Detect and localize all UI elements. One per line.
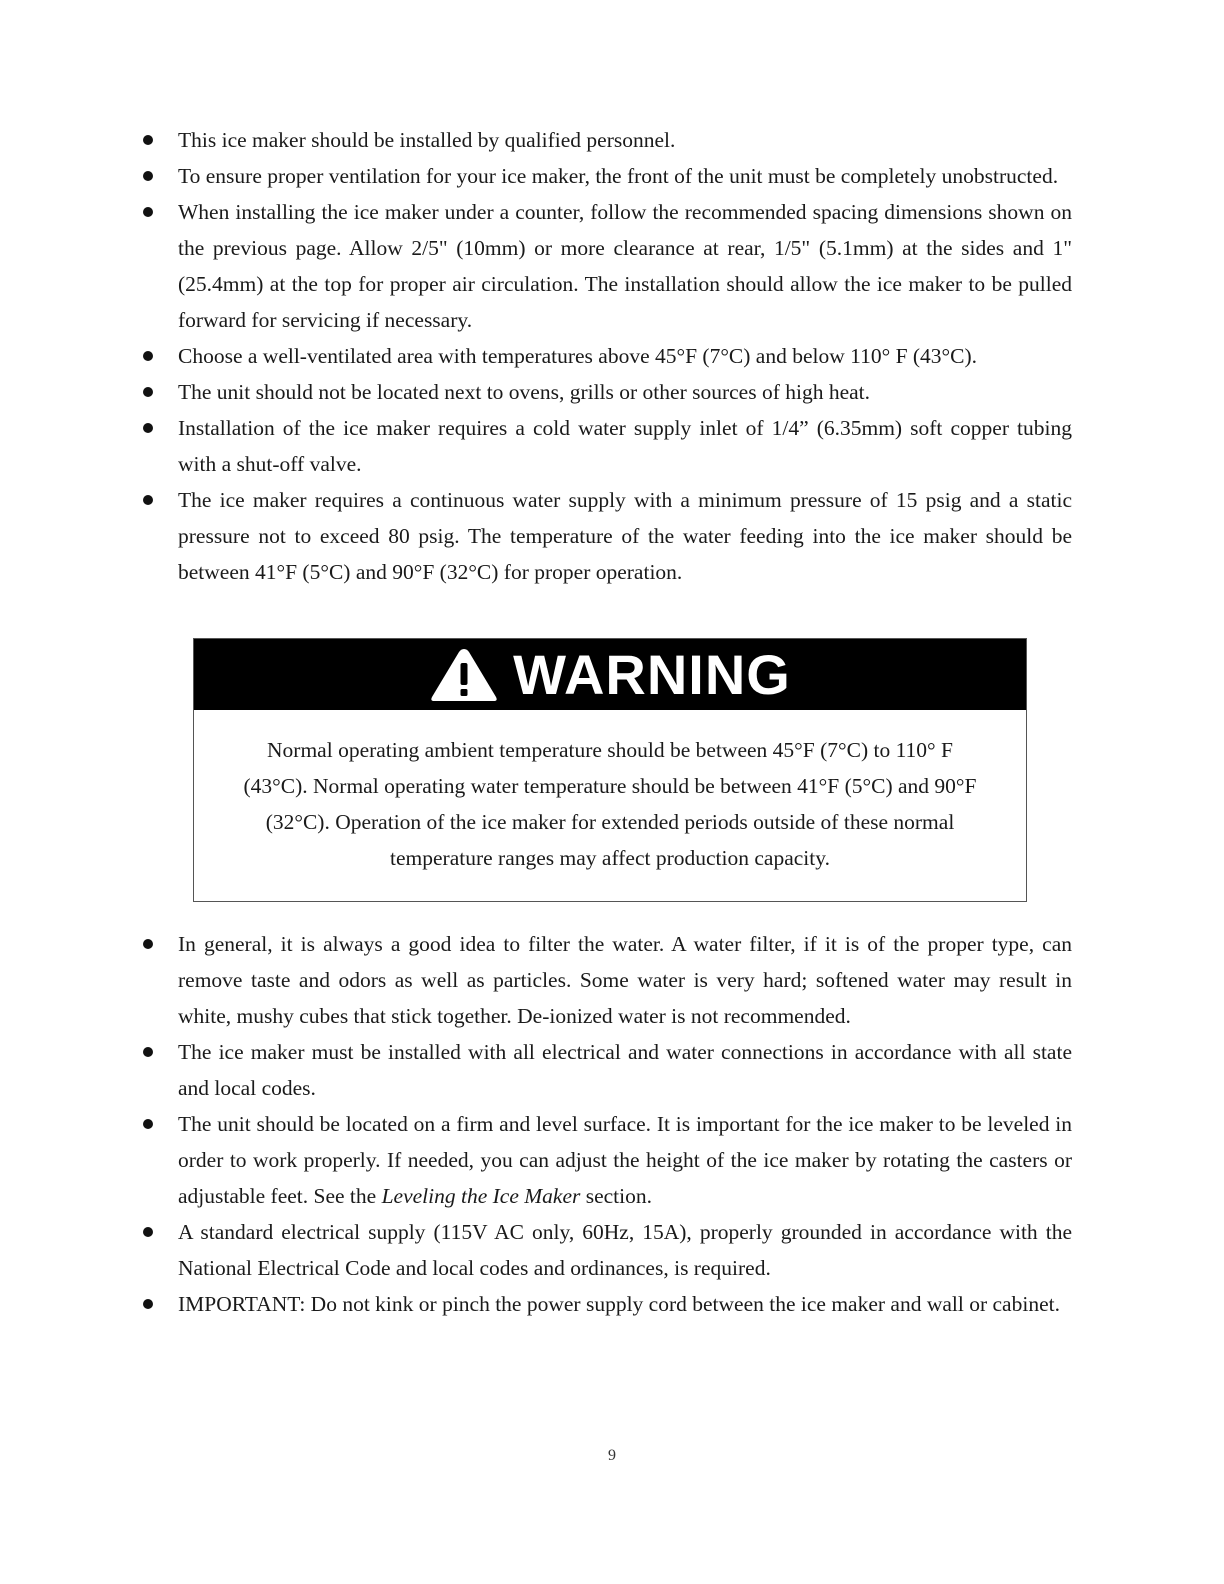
list-item-text (178, 1112, 1072, 1208)
list-item-text: This ice maker should be installed by qualified personnel. (178, 128, 676, 152)
list-item-text: In general, it is always a good idea to filter the water. A water filter, if it is of the proper type, can remove taste and odors as well as particles. Some water is very hard; softened water may result in white, mushy cubes that stick together. De-ionized water is not recommended. (178, 932, 1072, 1028)
list-item-text: The unit should not be located next to ovens, grills or other sources of high heat. (178, 380, 871, 404)
list-item-text-part: section. (580, 1184, 653, 1208)
list-item (140, 1106, 1072, 1214)
list-item (140, 122, 1072, 158)
bullet-icon (143, 135, 153, 145)
warning-text: Normal operating ambient temperature should be between 45°F (7°C) to 110° F (43°C). Normal operating water temperature should be between 41°F (5°C) and 90°F (32°C). Operation of the ice maker for extended periods outside of these normal temperature ranges may affect production capacity. (243, 738, 977, 870)
bullet-icon (143, 423, 153, 433)
page-number: 9 (608, 1447, 616, 1464)
list-item-text: Choose a well-ventilated area with temperatures above 45°F (7°C) and below 110° F (43°C). (178, 344, 978, 368)
bullet-icon (143, 387, 153, 397)
list-item (140, 1214, 1072, 1286)
warning-title: WARNING (513, 643, 791, 706)
list-item (140, 194, 1072, 338)
list-item (140, 158, 1072, 194)
list-item (140, 338, 1072, 374)
bullet-icon (143, 207, 153, 217)
section-reference: Leveling the Ice Maker (381, 1184, 581, 1208)
list-item-text: When installing the ice maker under a counter, follow the recommended spacing dimensions shown on the previous page. Allow 2/5" (10mm) or more clearance at rear, 1/5" (5.1mm) at the sides and 1" (25.4mm) at the top for proper air circulation. The installation should allow the ice maker to be pulled forward for servicing if necessary. (178, 200, 1072, 332)
bullet-icon (143, 1047, 153, 1057)
list-item-text: Installation of the ice maker requires a cold water supply inlet of 1/4” (6.35mm) soft copper tubing with a shut-off valve. (178, 416, 1072, 476)
list-item (140, 1286, 1072, 1322)
list-item (140, 410, 1072, 482)
list-item-text: A standard electrical supply (115V AC only, 60Hz, 15A), properly grounded in accordance with the National Electrical Code and local codes and ordinances, is required. (178, 1220, 1072, 1280)
list-item (140, 926, 1072, 1034)
warning-box (193, 638, 1027, 902)
list-item (140, 1034, 1072, 1106)
bullet-icon (143, 1299, 153, 1309)
list-item (140, 482, 1072, 590)
warning-triangle-icon (429, 646, 499, 704)
list-item-text: The ice maker requires a continuous water supply with a minimum pressure of 15 psig and a static pressure not to exceed 80 psig. The temperature of the water feeding into the ice maker should be between 41°F (5°C) and 90°F (32°C) for proper operation. (178, 488, 1072, 584)
list-item-text-part: The unit should be located on a firm and level surface. It is important for the ice maker to be leveled in order to work properly. If needed, you can adjust the height of the ice maker by rotating the casters or adjustable feet. See the (178, 1112, 1072, 1208)
list-item (140, 374, 1072, 410)
installation-list-top (140, 122, 1072, 590)
bullet-icon (143, 1227, 153, 1237)
list-item-text: To ensure proper ventilation for your ice maker, the front of the unit must be completely unobstructed. (178, 164, 1059, 188)
bullet-icon (143, 495, 153, 505)
warning-header (194, 639, 1026, 710)
bullet-icon (143, 171, 153, 181)
list-item-text: IMPORTANT: Do not kink or pinch the power supply cord between the ice maker and wall or cabinet. (178, 1292, 1060, 1316)
bullet-icon (143, 939, 153, 949)
bullet-icon (143, 351, 153, 361)
installation-list-bottom (140, 926, 1072, 1322)
list-item-text: The ice maker must be installed with all electrical and water connections in accordance with all state and local codes. (178, 1040, 1072, 1100)
bullet-icon (143, 1119, 153, 1129)
